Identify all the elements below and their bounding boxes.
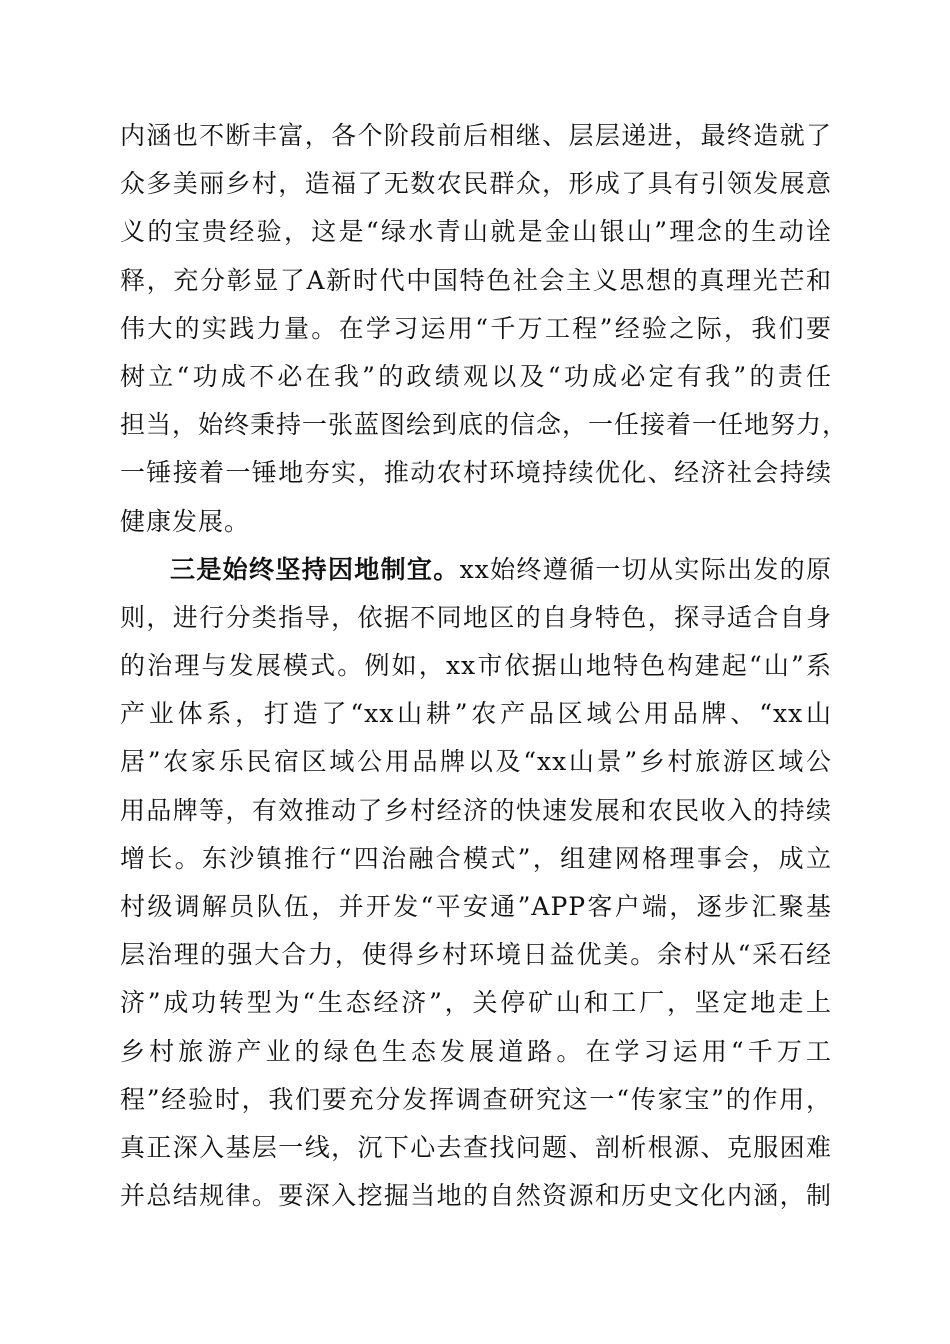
text-line: 层治理的强大合力，使得乡村环境日益优美。余村从“采石经 xyxy=(120,940,832,970)
text-line: 则，进行分类指导，依据不同地区的自身特色，探寻适合自身 xyxy=(120,602,832,632)
text-line: 内涵也不断丰富，各个阶段前后相继、层层递进，最终造就了 xyxy=(120,121,832,150)
text-line: 增长。东沙镇推行“四治融合模式”，组建网格理事会，成立 xyxy=(120,843,832,873)
text-line: 释，充分彰显了A新时代中国特色社会主义思想的真理光芒和 xyxy=(120,265,832,295)
paragraph-2 xyxy=(120,546,832,1221)
text-line: 众多美丽乡村，造福了无数农民群众，形成了具有引领发展意 xyxy=(120,169,832,199)
paragraph-1 xyxy=(120,112,849,546)
text-line: 健康发展。 xyxy=(120,506,251,536)
text-line: 产业体系，打造了“xx山耕”农产品区域公用品牌、“xx山 xyxy=(120,699,832,729)
text-span: xx始终遵循一切从实际出发的原 xyxy=(459,554,832,584)
text-line: 乡村旅游产业的绿色生态发展道路。在学习运用“千万工 xyxy=(120,1036,832,1066)
text-line: 伟大的实践力量。在学习运用“千万工程”经验之际，我们要 xyxy=(120,313,832,343)
text-line: 并总结规律。要深入挖掘当地的自然资源和历史文化内涵，制 xyxy=(120,1181,832,1211)
text-line: 担当，始终秉持一张蓝图绘到底的信念，一任接着一任地努力， xyxy=(120,410,849,440)
text-line: 义的宝贵经验，这是“绿水青山就是金山银山”理念的生动诠 xyxy=(120,217,832,247)
text-line: 树立“功成不必在我”的政绩观以及“功成必定有我”的责任 xyxy=(120,361,832,391)
paragraph-first-line xyxy=(120,546,832,594)
section-heading: 三是始终坚持因地制宜。 xyxy=(170,554,460,584)
text-line: 村级调解员队伍，并开发“平安通”APP客户端，逐步汇聚基 xyxy=(120,892,832,921)
text-line: 真正深入基层一线，沉下心去查找问题、剖析根源、克服困难 xyxy=(120,1132,832,1162)
text-line: 用品牌等，有效推动了乡村经济的快速发展和农民收入的持续 xyxy=(120,795,832,825)
text-line: 一锤接着一锤地夯实，推动农村环境持续优化、经济社会持续 xyxy=(120,458,832,488)
text-line: 济”成功转型为“生态经济”，关停矿山和工厂，坚定地走上 xyxy=(120,988,832,1018)
text-line: 居”农家乐民宿区域公用品牌以及“xx山景”乡村旅游区域公 xyxy=(120,747,832,777)
text-line: 程”经验时，我们要充分发挥调查研究这一“传家宝”的作用， xyxy=(120,1084,832,1114)
document-body xyxy=(120,112,849,1220)
text-line: 的治理与发展模式。例如，xx市依据山地特色构建起“山”系 xyxy=(120,651,832,681)
